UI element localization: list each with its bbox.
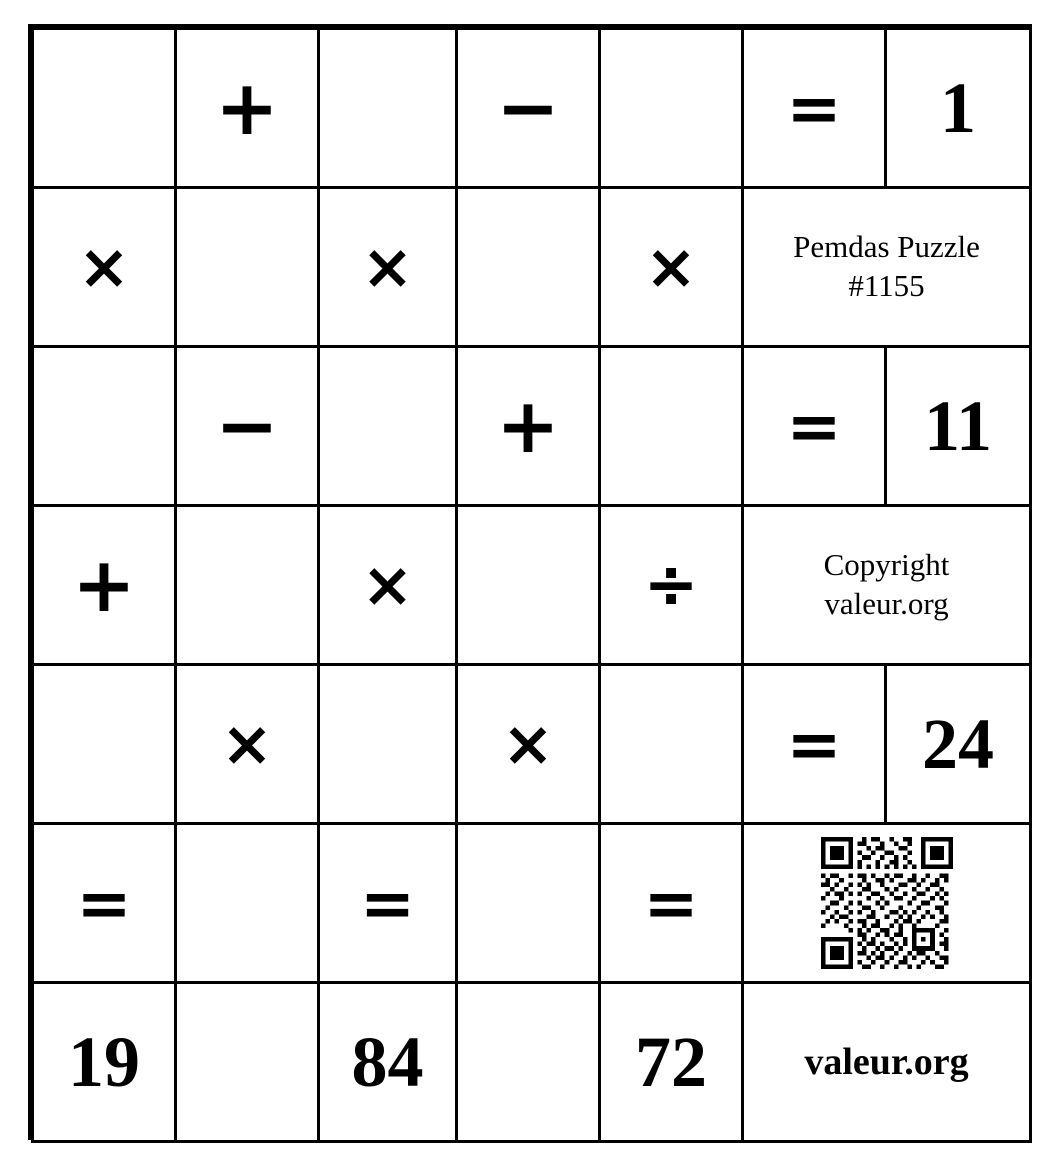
cell-r5c6-equals: = [743,665,886,824]
cell-r3c6-equals: = [743,347,886,506]
cell-r1c5-entry[interactable] [600,29,743,188]
cell-r3c7-result: 11 [886,347,1031,506]
cell-r5c5-entry[interactable] [600,665,743,824]
cell-r3c3-entry[interactable] [319,347,457,506]
pemdas-puzzle-board [28,24,1032,1140]
cell-r4c3-operator: × [319,506,457,665]
puzzle-title: Pemdas Puzzle [793,229,980,265]
cell-r2c4-shaded [457,188,600,347]
puzzle-row-1 [33,29,1031,188]
cell-r5c7-result: 24 [886,665,1031,824]
cell-r2c3-operator: × [319,188,457,347]
cell-r4c5-operator: ÷ [600,506,743,665]
qr-holder [744,825,1029,981]
cell-r6c4-shaded [457,824,600,983]
brand-label: valeur.org [743,983,1031,1142]
cell-r3c4-operator: + [457,347,600,506]
cell-r1c4-operator: − [457,29,600,188]
cell-r1c3-entry[interactable] [319,29,457,188]
cell-r5c4-operator: × [457,665,600,824]
cell-r5c3-entry[interactable] [319,665,457,824]
cell-r2c1-operator: × [33,188,176,347]
cell-r1c2-operator: + [176,29,319,188]
puzzle-row-5 [33,665,1031,824]
cell-r7c3-result: 84 [319,983,457,1142]
cell-r6c2-shaded [176,824,319,983]
cell-r5c2-operator: × [176,665,319,824]
puzzle-title-block [743,188,1031,347]
cell-r1c1-entry[interactable] [33,29,176,188]
cell-r6c1-equals: = [33,824,176,983]
cell-r4c4-shaded [457,506,600,665]
puzzle-row-7 [33,983,1031,1142]
copyright-site: valeur.org [824,586,949,621]
cell-r6c3-equals: = [319,824,457,983]
puzzle-row-4 [33,506,1031,665]
cell-r7c2-shaded [176,983,319,1142]
cell-r7c5-result: 72 [600,983,743,1142]
cell-r4c2-shaded [176,506,319,665]
cell-r1c7-result: 1 [886,29,1031,188]
cell-r7c1-result: 19 [33,983,176,1142]
cell-r2c2-shaded [176,188,319,347]
cell-r5c1-entry[interactable] [33,665,176,824]
cell-r1c6-equals: = [743,29,886,188]
cell-r7c4-shaded [457,983,600,1142]
cell-r4c1-operator: + [33,506,176,665]
copyright-block [743,506,1031,665]
puzzle-row-2 [33,188,1031,347]
qr-code-cell[interactable] [743,824,1031,983]
copyright-label: Copyright [823,547,950,583]
cell-r2c5-operator: × [600,188,743,347]
cell-r3c5-entry[interactable] [600,347,743,506]
puzzle-row-3 [33,347,1031,506]
cell-r6c5-equals: = [600,824,743,983]
cell-r3c1-entry[interactable] [33,347,176,506]
qr-code-icon [821,837,953,969]
cell-r3c2-operator: − [176,347,319,506]
puzzle-row-6 [33,824,1031,983]
puzzle-number: #1155 [848,268,925,303]
puzzle-grid [31,27,1032,1143]
